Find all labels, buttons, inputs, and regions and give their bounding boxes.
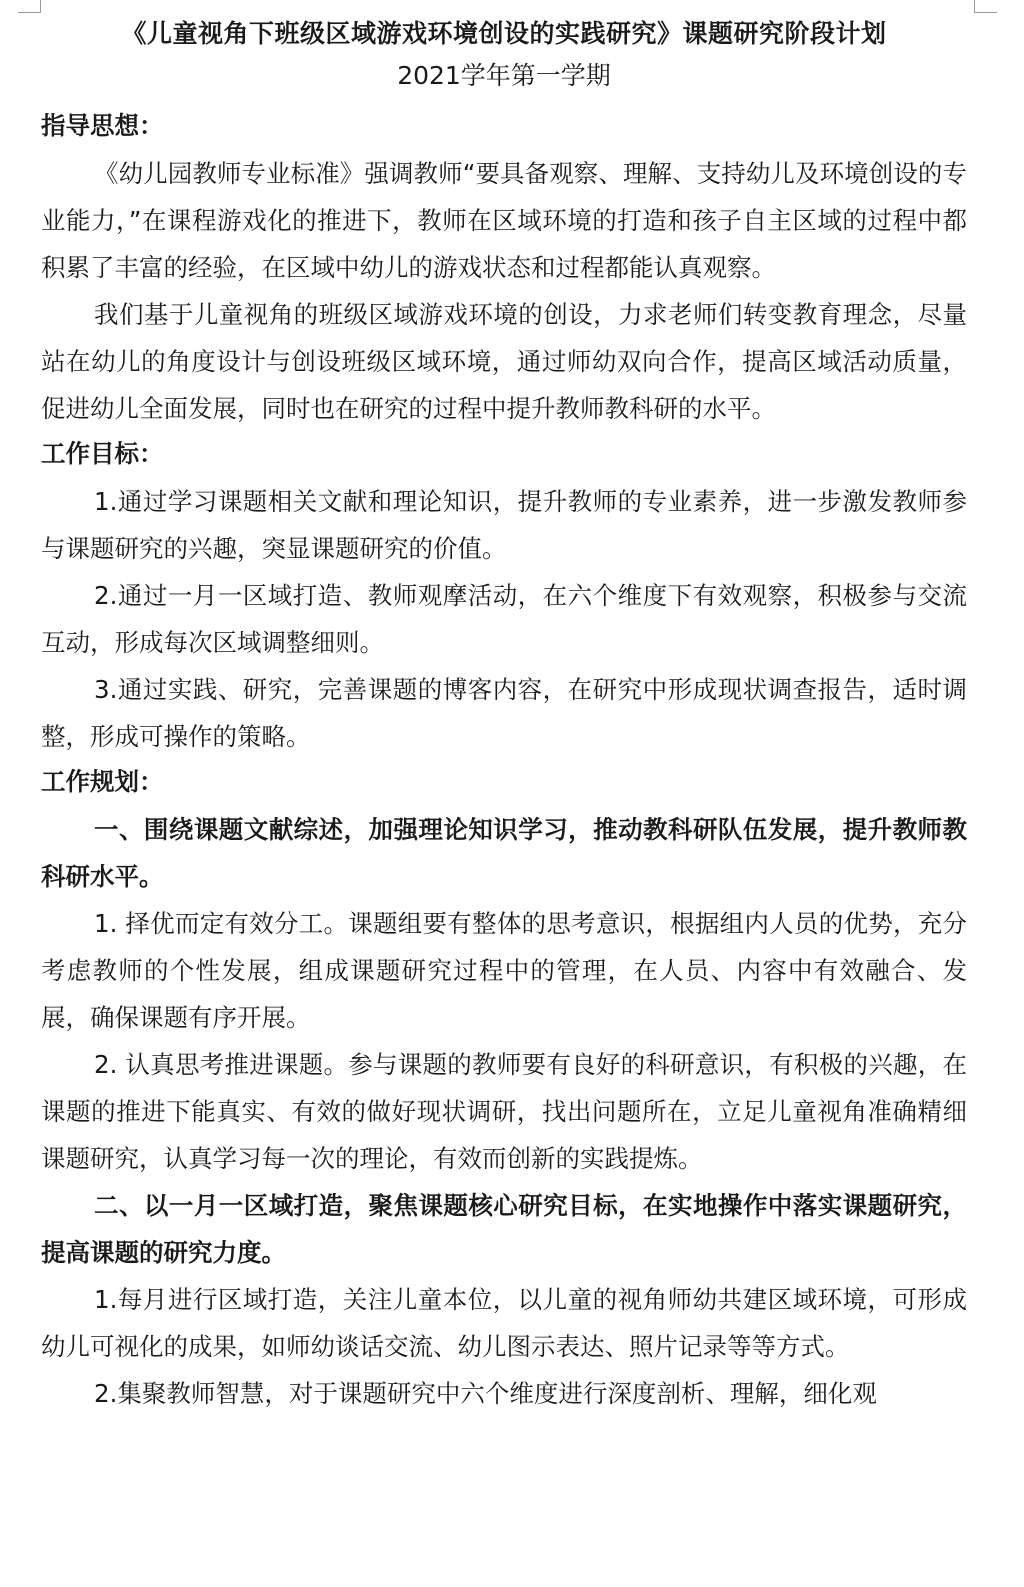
plan-part-2-item-2: 2.集聚教师智慧，对于课题研究中六个维度进行深度剖析、理解，细化观: [94, 1379, 877, 1408]
plan-part-1-item-1: 1. 择优而定有效分工。课题组要有整体的思考意识，根据组内人员的优势，充分考虑教师的个性发展，组成课题研究过程中的管理，在人员、内容中有效融合、发展，确保课题有序开展。: [41, 909, 967, 1032]
section-heading-guiding: 指导思想：: [41, 111, 164, 140]
section-heading-plan: 工作规划：: [41, 767, 164, 796]
page-corner-mark-right: [974, 0, 997, 13]
paragraph-guiding-2: 我们基于儿童视角的班级区域游戏环境的创设，力求老师们转变教育理念，尽量站在幼儿的角度设计与创设班级区域环境，通过师幼双向合作，提高区域活动质量，促进幼儿全面发展，同时也在研究的过程中提升教师教科研的水平。: [41, 300, 967, 423]
goal-item-2: 2.通过一月一区域打造、教师观摩活动，在六个维度下有效观察，积极参与交流互动，形成每次区域调整细则。: [41, 581, 967, 657]
plan-part-2-title: 二、以一月一区域打造，聚焦课题核心研究目标，在实地操作中落实课题研究，提高课题的研究力度。: [41, 1191, 967, 1267]
document-subtitle: 2021学年第一学期: [397, 61, 611, 90]
section-heading-goals: 工作目标：: [41, 439, 164, 468]
document-page: [41, 14, 967, 1417]
plan-part-1-item-2: 2. 认真思考推进课题。参与课题的教师要有良好的科研意识，有积极的兴趣，在课题的推进下能真实、有效的做好现状调研，找出问题所在，立足儿童视角准确精细课题研究，认真学习每一次的理论，有效而创新的实践提炼。: [41, 1050, 967, 1173]
goal-item-1: 1.通过学习课题相关文献和理论知识，提升教师的专业素养，进一步激发教师参与课题研究的兴趣，突显课题研究的价值。: [41, 487, 967, 563]
page-corner-mark-left: [18, 0, 41, 13]
plan-part-2-item-1: 1.每月进行区域打造，关注儿童本位，以儿童的视角师幼共建区域环境，可形成幼儿可视化的成果，如师幼谈话交流、幼儿图示表达、照片记录等等方式。: [41, 1285, 967, 1361]
document-title: 《儿童视角下班级区域游戏环境创设的实践研究》课题研究阶段计划: [121, 19, 887, 48]
paragraph-guiding-1: 《幼儿园教师专业标准》强调教师“要具备观察、理解、支持幼儿及环境创设的专业能力，”在课程游戏化的推进下，教师在区域环境的打造和孩子自主区域的过程中都积累了丰富的经验，在区域中幼儿的游戏状态和过程都能认真观察。: [41, 159, 967, 282]
plan-part-1-title: 一、围绕课题文献综述，加强理论知识学习，推动教科研队伍发展，提升教师教科研水平。: [41, 815, 967, 891]
goal-item-3: 3.通过实践、研究，完善课题的博客内容，在研究中形成现状调查报告，适时调整，形成可操作的策略。: [41, 675, 967, 751]
